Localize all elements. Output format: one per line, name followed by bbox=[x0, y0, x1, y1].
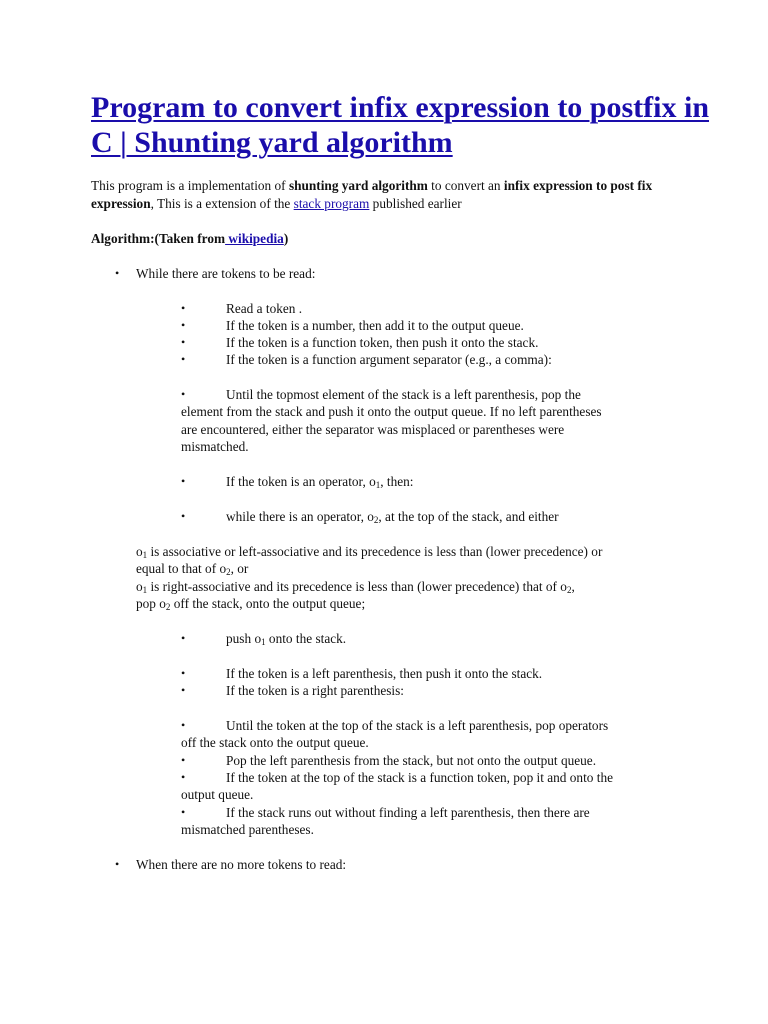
list-item: If the token is a right parenthesis: bbox=[226, 683, 404, 698]
bullet-icon: • bbox=[181, 805, 186, 819]
intro-text: published earlier bbox=[369, 196, 462, 211]
bullet-icon: • bbox=[181, 301, 186, 315]
condition-line bbox=[136, 595, 365, 617]
list-item bbox=[226, 630, 346, 652]
text: , then: bbox=[380, 474, 414, 489]
text: o bbox=[136, 579, 143, 594]
bullet-icon: • bbox=[181, 509, 186, 523]
list-item bbox=[226, 473, 414, 495]
intro-text: , This is a extension of the bbox=[150, 196, 294, 211]
subscript: 1 bbox=[142, 585, 148, 595]
algorithm-heading-suffix: ) bbox=[283, 231, 289, 246]
bullet-icon: • bbox=[181, 631, 186, 645]
list-item-line: If the stack runs out without finding a left parenthesis, then there are bbox=[226, 805, 590, 820]
bullet-icon: • bbox=[181, 335, 186, 349]
bullet-icon: • bbox=[181, 770, 186, 784]
bullet-icon: • bbox=[181, 474, 186, 488]
text: If the token is an operator, o bbox=[226, 474, 376, 489]
list-item-line: mismatched. bbox=[181, 439, 249, 454]
subscript: 2 bbox=[165, 602, 171, 612]
intro-bold-term: infix expression to post fix expression bbox=[91, 178, 653, 211]
list-item: If the token is a function argument separator (e.g., a comma): bbox=[226, 352, 552, 367]
intro-text: to convert an bbox=[427, 178, 504, 193]
list-item: Read a token . bbox=[226, 301, 303, 316]
text: pop o bbox=[136, 596, 166, 611]
text: , bbox=[571, 579, 575, 594]
page-title[interactable] bbox=[91, 90, 711, 160]
bullet-icon: • bbox=[115, 266, 120, 280]
bullet-icon: • bbox=[181, 666, 186, 680]
list-item-line: mismatched parentheses. bbox=[181, 822, 314, 837]
subscript: 2 bbox=[373, 515, 379, 525]
text: is associative or left-associative and its precedence is less than (lower precedence) or bbox=[147, 544, 603, 559]
algorithm-heading bbox=[91, 230, 288, 248]
subscript: 1 bbox=[142, 550, 148, 560]
list-item: If the token is a left parenthesis, then push it onto the stack. bbox=[226, 666, 543, 681]
text: push o bbox=[226, 631, 262, 646]
bullet-icon: • bbox=[181, 318, 186, 332]
text: , at the top of the stack, and either bbox=[378, 509, 559, 524]
subscript: 2 bbox=[226, 567, 231, 577]
text: off the stack, onto the output queue; bbox=[170, 596, 366, 611]
bullet-icon: • bbox=[181, 352, 186, 366]
list-item-line: output queue. bbox=[181, 787, 254, 802]
algorithm-heading-prefix: Algorithm:(Taken from bbox=[91, 231, 226, 246]
text: equal to that of o bbox=[136, 561, 227, 576]
text: is right-associative and its precedence is less than (lower precedence) that of o bbox=[147, 579, 567, 594]
list-item-outer: While there are tokens to be read: bbox=[136, 266, 316, 281]
text: onto the stack. bbox=[265, 631, 347, 646]
list-item bbox=[226, 508, 559, 530]
list-item-line: Until the token at the top of the stack is a left parenthesis, pop operators bbox=[226, 718, 609, 733]
text: , or bbox=[230, 561, 249, 576]
intro-text: This program is a implementation of bbox=[91, 178, 289, 193]
bullet-icon: • bbox=[181, 683, 186, 697]
list-item: If the token is a number, then add it to the output queue. bbox=[226, 318, 524, 333]
intro-bold-term: shunting yard algorithm bbox=[288, 178, 428, 193]
bullet-icon: • bbox=[181, 387, 186, 401]
bullet-icon: • bbox=[115, 857, 120, 871]
bullet-icon: • bbox=[181, 718, 186, 732]
list-item-outer: When there are no more tokens to read: bbox=[136, 857, 347, 872]
stack-program-link[interactable]: stack program bbox=[293, 196, 370, 211]
list-item-line: element from the stack and push it onto the output queue. If no left parentheses bbox=[181, 404, 602, 419]
list-item: If the token is a function token, then push it onto the stack. bbox=[226, 335, 539, 350]
list-item-line: If the token at the top of the stack is a function token, pop it and onto the bbox=[226, 770, 613, 785]
subscript: 1 bbox=[375, 480, 381, 490]
list-item-line: off the stack onto the output queue. bbox=[181, 735, 369, 750]
list-item-line: are encountered, either the separator was misplaced or parentheses were bbox=[181, 422, 565, 437]
subscript: 2 bbox=[566, 585, 572, 595]
intro-paragraph bbox=[91, 177, 701, 213]
page-title-text[interactable]: Program to convert infix expression to postfix in C | Shunting yard algorithm bbox=[91, 91, 710, 159]
bullet-icon: • bbox=[181, 753, 186, 767]
list-item: Pop the left parenthesis from the stack, but not onto the output queue. bbox=[226, 753, 597, 768]
list-item-line: Until the topmost element of the stack is a left parenthesis, pop the bbox=[226, 387, 581, 402]
subscript: 1 bbox=[261, 637, 266, 647]
text: while there is an operator, o bbox=[226, 509, 374, 524]
text: o bbox=[136, 544, 143, 559]
wikipedia-link[interactable]: wikipedia bbox=[225, 231, 284, 246]
